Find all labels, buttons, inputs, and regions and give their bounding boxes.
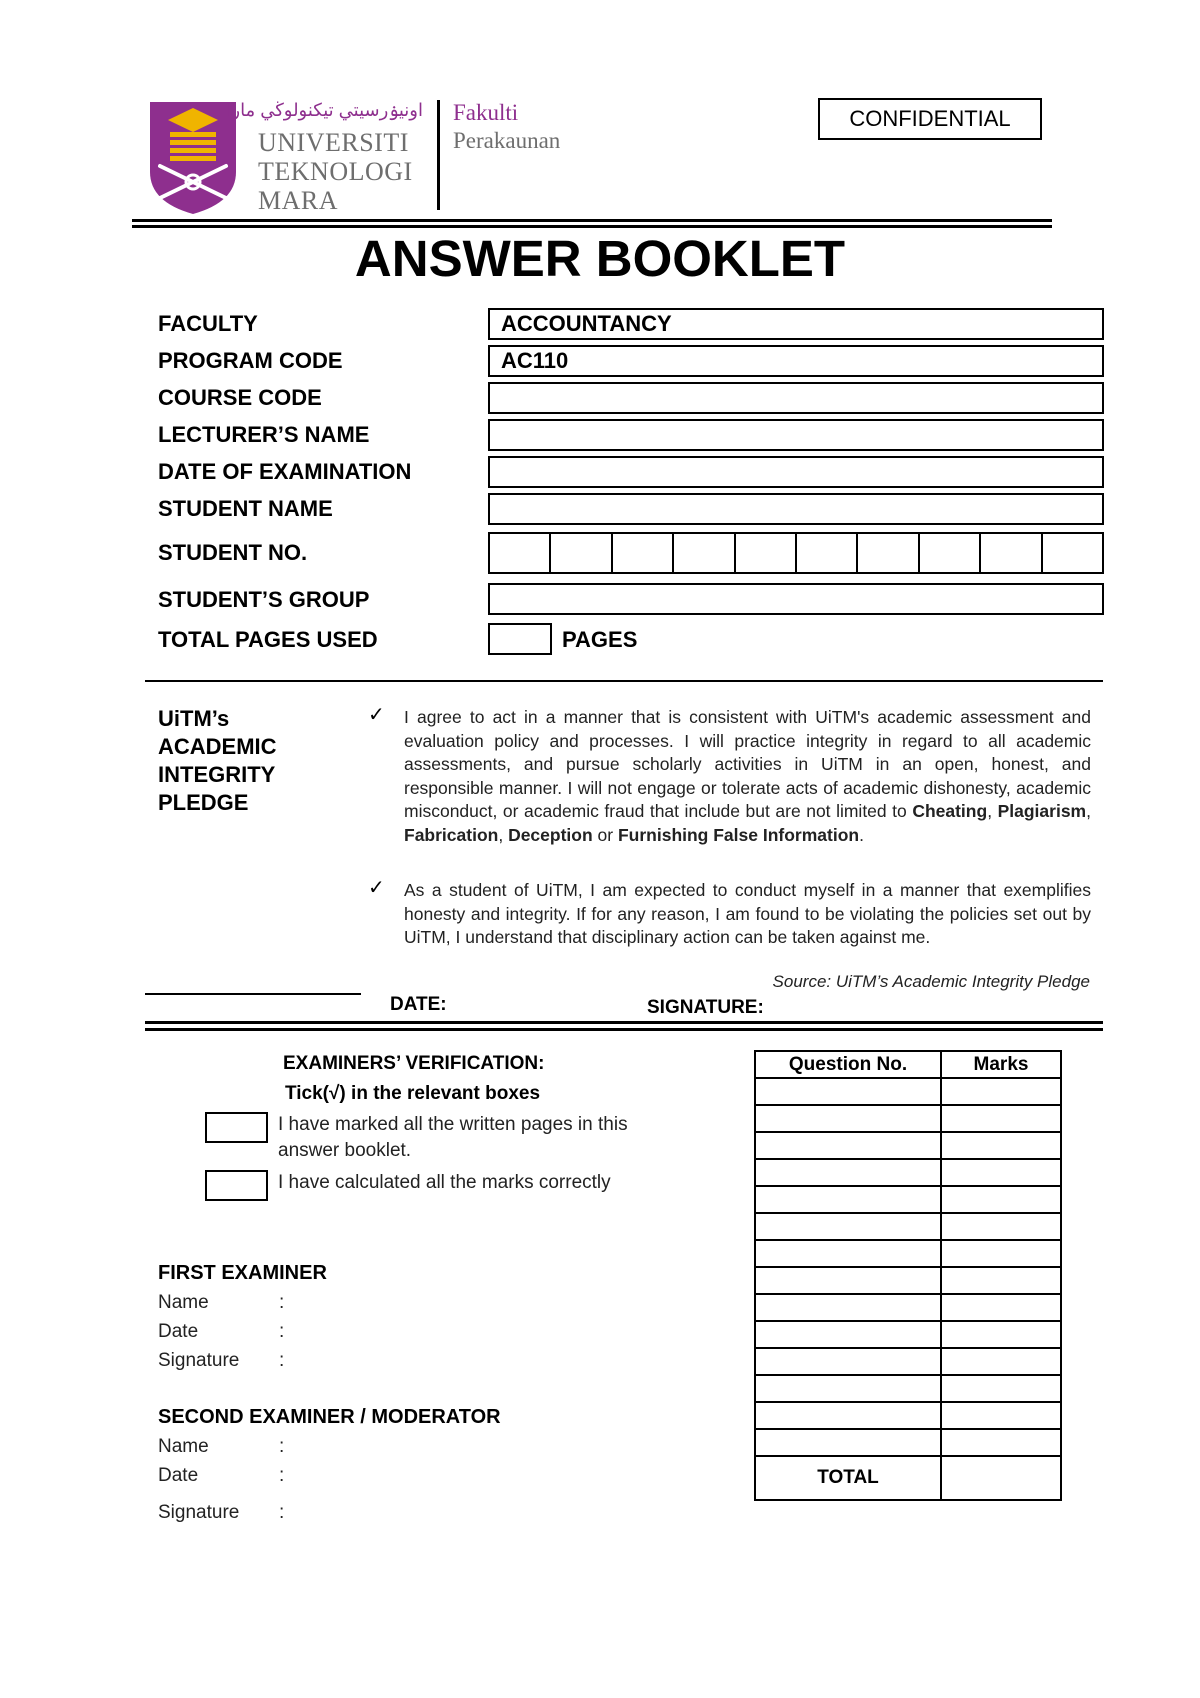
marks-cell[interactable] <box>941 1267 1061 1294</box>
table-row <box>755 1348 1061 1375</box>
marks-header: Marks <box>941 1051 1061 1078</box>
table-row <box>755 1375 1061 1402</box>
faculty-field[interactable]: ACCOUNTANCY <box>488 308 1104 340</box>
pledge-title: UiTM’s ACADEMIC INTEGRITY PLEDGE <box>158 706 277 815</box>
question-no-cell[interactable] <box>755 1375 941 1402</box>
table-row <box>755 1159 1061 1186</box>
section-divider <box>145 680 1103 682</box>
marks-cell[interactable] <box>941 1132 1061 1159</box>
faculty-brand-line1: Fakulti <box>453 100 519 125</box>
signature-line <box>145 993 361 995</box>
question-no-cell[interactable] <box>755 1159 941 1186</box>
checkmark-icon: ✓ <box>368 704 385 726</box>
confidential-stamp: CONFIDENTIAL <box>818 98 1042 140</box>
table-row <box>755 1321 1061 1348</box>
student-no-digit-box[interactable] <box>981 534 1042 572</box>
uitm-logo <box>148 102 238 215</box>
question-no-cell[interactable] <box>755 1132 941 1159</box>
checkmark-icon: ✓ <box>368 877 385 899</box>
examiners-verification-title: EXAMINERS’ VERIFICATION: <box>283 1053 545 1074</box>
total-row <box>755 1456 1061 1500</box>
question-no-cell[interactable] <box>755 1078 941 1105</box>
marks-cell[interactable] <box>941 1105 1061 1132</box>
second-examiner-heading: SECOND EXAMINER / MODERATOR <box>158 1406 501 1428</box>
marks-cell[interactable] <box>941 1186 1061 1213</box>
table-row <box>755 1402 1061 1429</box>
pledge-date-label: DATE: <box>390 994 447 1015</box>
table-row <box>755 1213 1061 1240</box>
student-no-digit-box[interactable] <box>613 534 674 572</box>
pledge-term-plagiarism: Plagiarism <box>997 801 1087 821</box>
student-name-field[interactable] <box>488 493 1104 525</box>
pledge-signature-label: SIGNATURE: <box>647 997 764 1018</box>
marks-cell[interactable] <box>941 1078 1061 1105</box>
question-no-cell[interactable] <box>755 1213 941 1240</box>
table-row <box>755 1105 1061 1132</box>
lecturer-name-label: LECTURER’S NAME <box>158 422 370 447</box>
question-no-cell[interactable] <box>755 1186 941 1213</box>
marks-cell[interactable] <box>941 1375 1061 1402</box>
question-no-cell[interactable] <box>755 1267 941 1294</box>
student-no-digit-box[interactable] <box>858 534 919 572</box>
table-row <box>755 1267 1061 1294</box>
marks-table <box>754 1050 1062 1501</box>
university-jawi-name: اونيۏرسيتي تيكنولوڬي مارا <box>226 100 423 120</box>
header-rule <box>132 219 1052 222</box>
lecturer-name-field[interactable] <box>488 419 1104 451</box>
table-row <box>755 1132 1061 1159</box>
marks-cell[interactable] <box>941 1402 1061 1429</box>
student-name-label: STUDENT NAME <box>158 496 333 521</box>
check-marked-pages-text: I have marked all the written pages in this answer booklet. <box>278 1114 628 1161</box>
total-marks-cell[interactable] <box>941 1456 1061 1500</box>
table-row <box>755 1294 1061 1321</box>
course-code-label: COURSE CODE <box>158 385 322 410</box>
table-row <box>755 1186 1061 1213</box>
first-examiner-signature: Signature : <box>158 1350 285 1371</box>
marks-cell[interactable] <box>941 1159 1061 1186</box>
section-divider <box>145 1028 1103 1031</box>
second-examiner-date: Date : <box>158 1465 285 1486</box>
question-no-cell[interactable] <box>755 1240 941 1267</box>
student-no-label: STUDENT NO. <box>158 540 308 565</box>
exam-date-label: DATE OF EXAMINATION <box>158 459 412 484</box>
second-examiner-signature: Signature : <box>158 1502 285 1523</box>
first-examiner-date: Date : <box>158 1321 285 1342</box>
student-no-digit-box[interactable] <box>674 534 735 572</box>
exam-date-field[interactable] <box>488 456 1104 488</box>
check-calculated-marks-text: I have calculated all the marks correctly <box>278 1172 611 1193</box>
first-examiner-name: Name : <box>158 1292 285 1313</box>
marks-cell[interactable] <box>941 1348 1061 1375</box>
marks-cell[interactable] <box>941 1321 1061 1348</box>
program-code-field[interactable]: AC110 <box>488 345 1104 377</box>
question-no-header: Question No. <box>755 1051 941 1078</box>
header-divider <box>437 100 440 210</box>
question-no-cell[interactable] <box>755 1402 941 1429</box>
pledge-term-deception: Deception <box>508 824 593 845</box>
table-row <box>755 1240 1061 1267</box>
student-group-label: STUDENT’S GROUP <box>158 587 370 612</box>
table-header-row <box>755 1051 1061 1078</box>
student-no-digit-box[interactable] <box>490 534 551 572</box>
total-label: TOTAL <box>755 1456 941 1500</box>
question-no-cell[interactable] <box>755 1321 941 1348</box>
marks-cell[interactable] <box>941 1429 1061 1456</box>
check-box-marked-pages[interactable] <box>205 1112 268 1143</box>
student-group-field[interactable] <box>488 583 1104 615</box>
student-no-boxes <box>488 532 1104 574</box>
pledge-paragraph-2: As a student of UiTM, I am expected to conduct myself in a manner that exemplifies honesty and integrity. If for any reason, I am found to be violating the policies set out by UiTM, I understand that disciplinary action can be taken against me. <box>404 880 1091 947</box>
question-no-cell[interactable] <box>755 1429 941 1456</box>
student-no-digit-box[interactable] <box>1043 534 1102 572</box>
pledge-source: Source: UiTM’s Academic Integrity Pledge <box>772 972 1090 991</box>
question-no-cell[interactable] <box>755 1294 941 1321</box>
student-no-digit-box[interactable] <box>736 534 797 572</box>
student-no-digit-box[interactable] <box>551 534 612 572</box>
total-pages-label: TOTAL PAGES USED <box>158 627 378 652</box>
header-rule <box>132 225 1052 228</box>
section-divider <box>145 1021 1103 1024</box>
question-no-cell[interactable] <box>755 1348 941 1375</box>
faculty-label: FACULTY <box>158 311 258 336</box>
pledge-paragraph-1: I agree to act in a manner that is consistent with UiTM's academic assessment and evaluation policy and processes. I will practice integrity in regard to all academic assessments, and pursue scholarly activities in UiTM in an open, honest, and responsible manner. I will not engage or tolerate acts of academic dishonesty, academic misconduct, or academic fraud that include but are not limited to Cheating, Plagiarism, Fabrication, Deception or Furnishing False Information. <box>404 707 1091 845</box>
pledge-term-false-info: Furnishing False Information <box>617 824 860 845</box>
table-row <box>755 1078 1061 1105</box>
page-title: ANSWER BOOKLET <box>354 230 846 287</box>
pledge-term-fabrication: Fabrication <box>404 824 499 845</box>
tick-instruction: Tick(√) in the relevant boxes <box>285 1083 541 1104</box>
second-examiner-name: Name : <box>158 1436 285 1457</box>
university-name: UNIVERSITI TEKNOLOGI MARA <box>258 128 413 215</box>
marks-cell[interactable] <box>941 1240 1061 1267</box>
marks-cell[interactable] <box>941 1294 1061 1321</box>
course-code-field[interactable] <box>488 382 1104 414</box>
student-no-digit-box[interactable] <box>797 534 858 572</box>
total-pages-field[interactable] <box>488 623 552 655</box>
question-no-cell[interactable] <box>755 1105 941 1132</box>
pledge-term-cheating: Cheating <box>912 801 988 821</box>
pages-unit-label: PAGES <box>562 627 638 652</box>
faculty-brand-line2: Perakaunan <box>453 128 561 153</box>
marks-cell[interactable] <box>941 1213 1061 1240</box>
program-code-label: PROGRAM CODE <box>158 348 343 373</box>
student-no-digit-box[interactable] <box>920 534 981 572</box>
check-box-calculated-marks[interactable] <box>205 1170 268 1201</box>
table-row <box>755 1429 1061 1456</box>
first-examiner-heading: FIRST EXAMINER <box>158 1262 327 1284</box>
